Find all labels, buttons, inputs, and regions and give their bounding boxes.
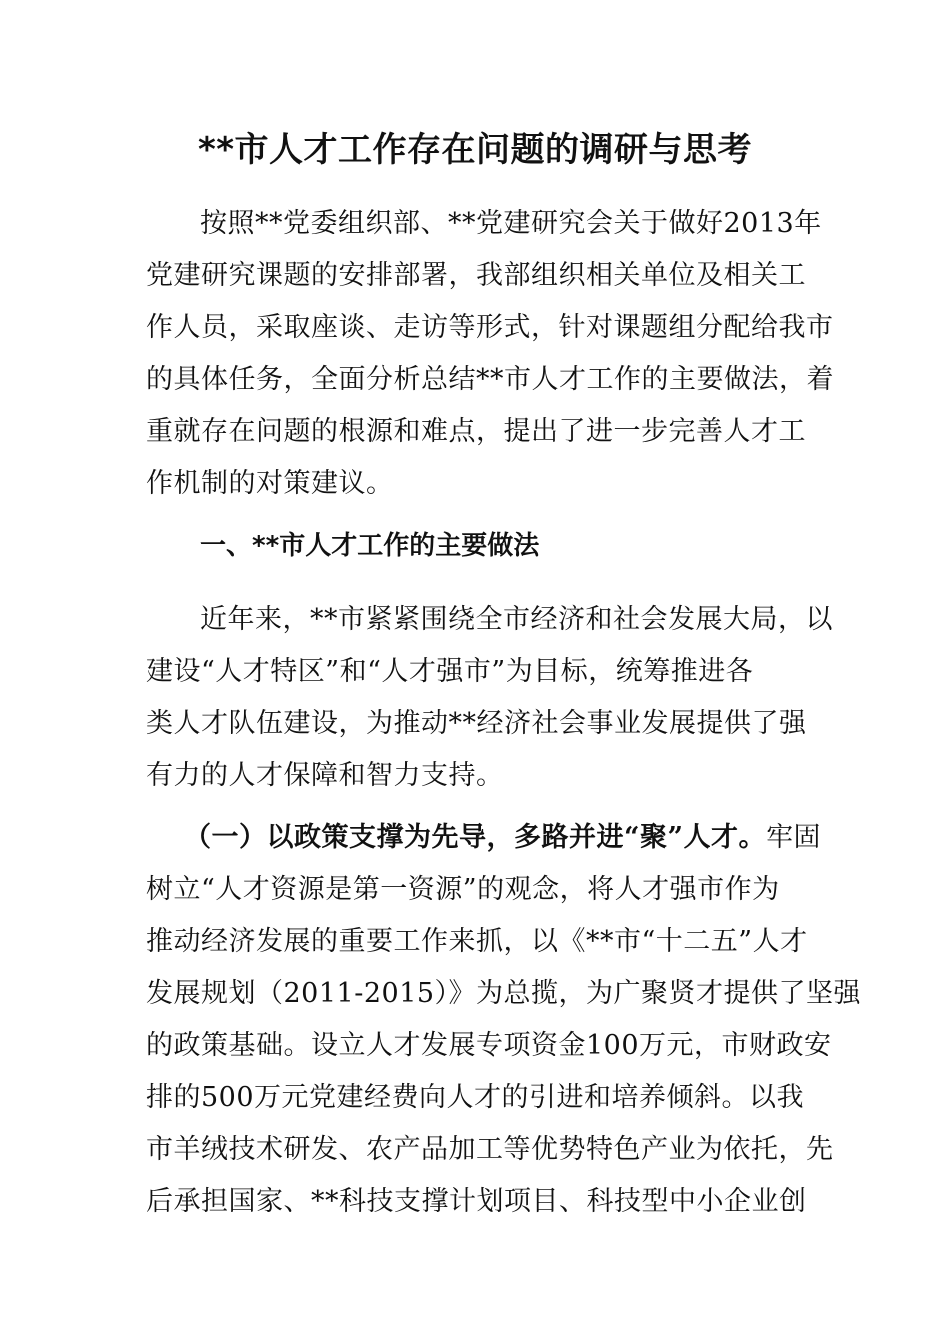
section1-line: 近年来，**市紧紧围绕全市经济和社会发展大局，以: [200, 604, 833, 635]
intro-line: 作人员，采取座谈、走访等形式，针对课题组分配给我市: [146, 312, 834, 343]
section1-paragraph: [146, 594, 833, 802]
intro-line: 的具体任务，全面分析总结**市人才工作的主要做法，着: [146, 364, 834, 395]
document-title: **市人才工作存在问题的调研与思考: [197, 130, 753, 170]
intro-line: 作机制的对策建议。: [146, 468, 394, 499]
section1-line: 类人才队伍建设，为推动**经济社会事业发展提供了强: [146, 708, 807, 739]
intro-line: 党建研究课题的安排部署，我部组织相关单位及相关工: [146, 260, 806, 291]
subsection1-line: 市羊绒技术研发、农产品加工等优势特色产业为依托，先: [146, 1134, 834, 1165]
subsection1-line: 发展规划（2011-2015）》为总揽，为广聚贤才提供了坚强: [146, 978, 862, 1009]
subsection1-line: 的政策基础。设立人才发展专项资金100万元，市财政安: [146, 1030, 832, 1061]
subsection1-line: 树立“人才资源是第一资源”的观念，将人才强市作为: [146, 874, 780, 905]
subsection1-line: 排的500万元党建经费向人才的引进和培养倾斜。以我: [146, 1082, 805, 1113]
subsection1-line: 推动经济发展的重要工作来抓，以《**市“十二五”人才: [146, 926, 808, 957]
section1-line: 有力的人才保障和智力支持。: [146, 760, 504, 791]
section1-line: 建设“人才特区”和“人才强市”为目标，统筹推进各: [146, 656, 754, 687]
intro-line: 重就存在问题的根源和难点，提出了进一步完善人才工: [146, 416, 806, 447]
subsection-heading: （一）以政策支撑为先导，多路并进“聚”人才。: [184, 822, 767, 853]
section-heading: 一、**市人才工作的主要做法: [200, 531, 540, 561]
subsection1-first-line: [146, 812, 822, 864]
subsection1-first-rest: 牢固: [766, 822, 822, 853]
subsection1-line: 后承担国家、**科技支撑计划项目、科技型中小企业创: [146, 1186, 807, 1217]
subsection1-paragraph: [146, 812, 862, 1228]
intro-paragraph: [146, 198, 834, 510]
intro-line: 按照**党委组织部、**党建研究会关于做好2013年: [200, 208, 822, 239]
